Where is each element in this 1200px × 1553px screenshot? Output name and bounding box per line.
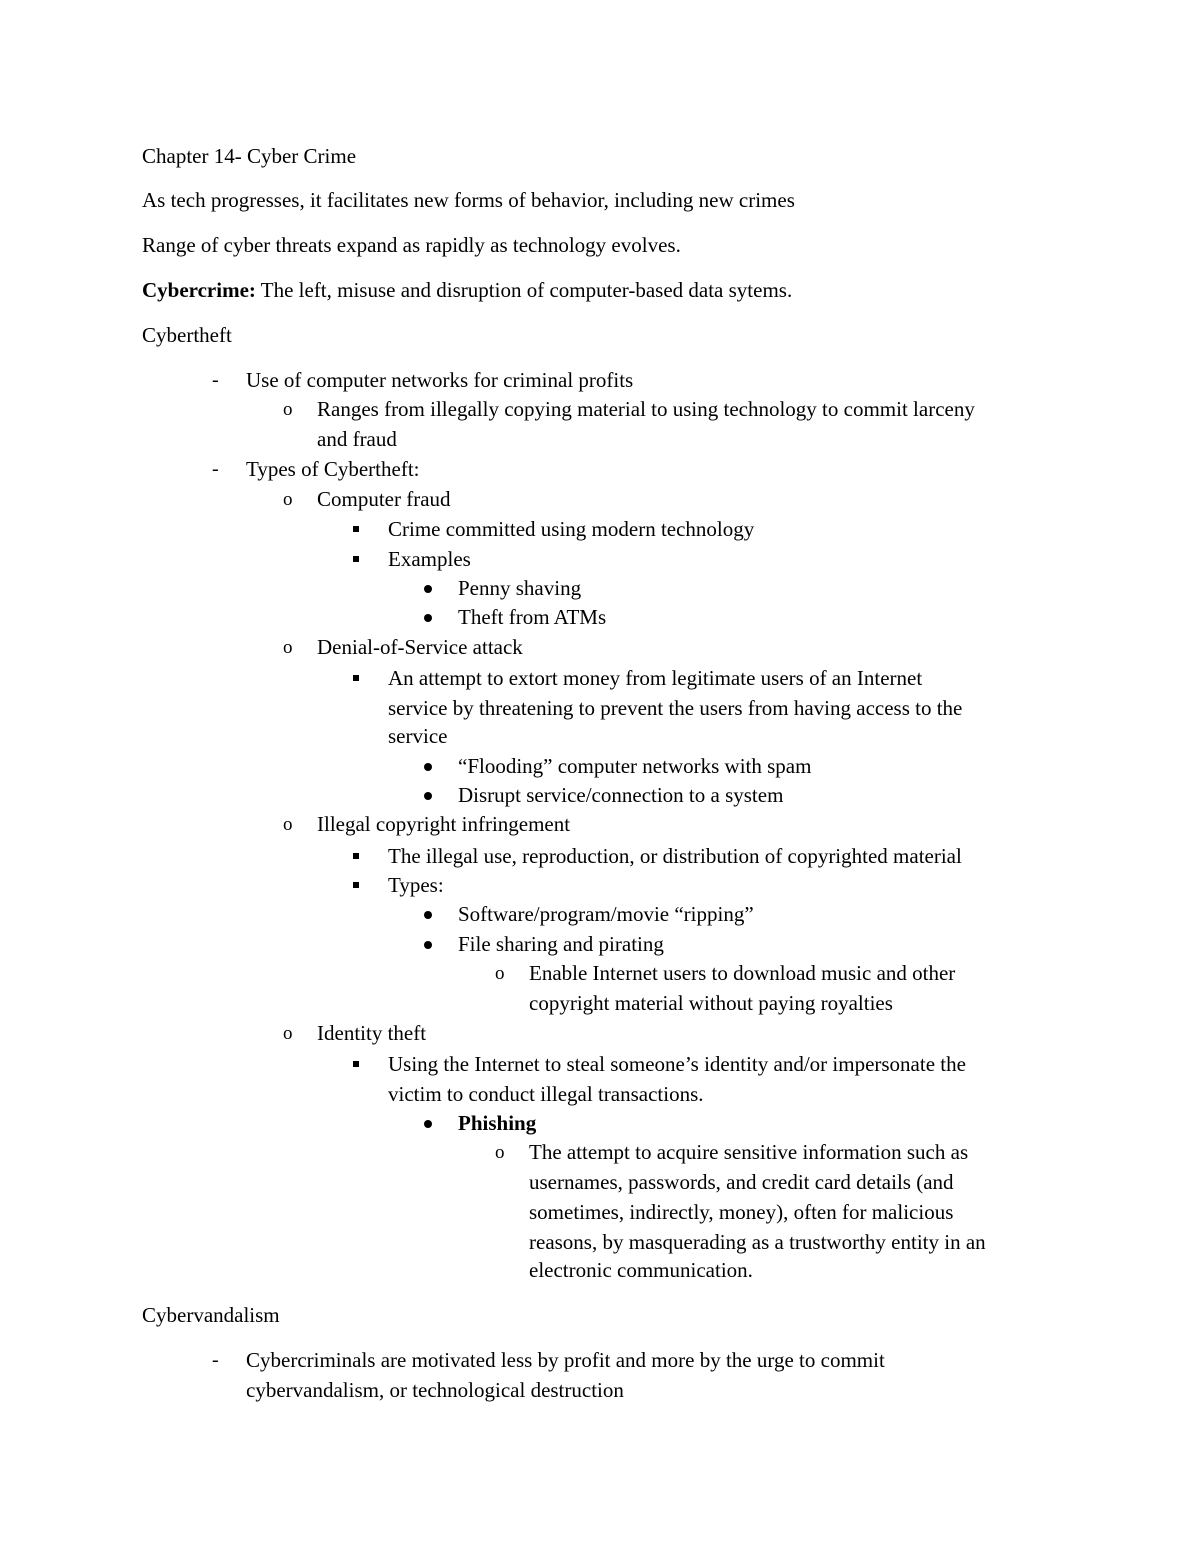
circle-bullet-icon: o [283, 399, 293, 420]
square-bullet-icon [353, 1061, 359, 1067]
round-bullet-icon [424, 1120, 432, 1128]
circle-bullet-icon: o [283, 1023, 293, 1044]
list-item-continuation: service [388, 724, 448, 748]
round-bullet-icon [424, 763, 432, 771]
definition-paragraph [142, 276, 792, 305]
list-item: Denial-of-Service attack [317, 635, 523, 659]
list-item: Using the Internet to steal someone’s identity and/or impersonate the [388, 1052, 966, 1076]
list-item-continuation: victim to conduct illegal transactions. [388, 1082, 704, 1106]
square-bullet-icon [353, 556, 359, 562]
list-item: Crime committed using modern technology [388, 517, 755, 541]
list-item: Enable Internet users to download music and other [529, 961, 956, 985]
list-item: Theft from ATMs [458, 605, 607, 629]
list-item-continuation: usernames, passwords, and credit card details (and [529, 1170, 954, 1194]
list-item: “Flooding” computer networks with spam [458, 754, 812, 778]
dash-bullet-icon: - [212, 369, 219, 391]
round-bullet-icon [424, 941, 432, 949]
list-item: The illegal use, reproduction, or distribution of copyrighted material [388, 844, 962, 868]
list-item: The attempt to acquire sensitive information such as [529, 1140, 969, 1164]
square-bullet-icon [353, 853, 359, 859]
round-bullet-icon [424, 792, 432, 800]
round-bullet-icon [424, 911, 432, 919]
list-item: Software/program/movie “ripping” [458, 902, 754, 926]
list-item-continuation: cybervandalism, or technological destruction [246, 1378, 624, 1402]
circle-bullet-icon: o [283, 489, 293, 510]
round-bullet-icon [424, 585, 432, 593]
section-heading: Cybertheft [142, 323, 232, 347]
list-item-continuation: and fraud [317, 427, 397, 451]
square-bullet-icon [353, 882, 359, 888]
intro-paragraph: Range of cyber threats expand as rapidly as technology evolves. [142, 233, 681, 257]
circle-bullet-icon: o [283, 814, 293, 835]
round-bullet-icon [424, 614, 432, 622]
list-item-continuation: sometimes, indirectly, money), often for malicious [529, 1200, 954, 1224]
list-item-continuation: reasons, by masquerading as a trustworthy entity in an [529, 1230, 986, 1254]
list-item: Identity theft [317, 1021, 427, 1045]
circle-bullet-icon: o [495, 963, 505, 984]
definition-text: The left, misuse and disruption of computer-based data sytems. [255, 278, 793, 302]
list-item-continuation: copyright material without paying royalties [529, 991, 893, 1015]
dash-bullet-icon: - [212, 458, 219, 480]
square-bullet-icon [353, 675, 359, 681]
list-item: Computer fraud [317, 487, 451, 511]
definition-term: Cybercrime: [142, 278, 256, 302]
list-item: Use of computer networks for criminal profits [246, 368, 634, 392]
dash-bullet-icon: - [212, 1349, 219, 1371]
page-title: Chapter 14- Cyber Crime [142, 144, 357, 168]
list-item: An attempt to extort money from legitimate users of an Internet [388, 666, 923, 690]
list-item-continuation: service by threatening to prevent the users from having access to the [388, 696, 963, 720]
list-item: File sharing and pirating [458, 932, 664, 956]
list-item: Cybercriminals are motivated less by profit and more by the urge to commit [246, 1348, 885, 1372]
list-item: Penny shaving [458, 576, 582, 600]
list-item: Types of Cybertheft: [246, 457, 420, 481]
circle-bullet-icon: o [495, 1142, 505, 1163]
intro-paragraph: As tech progresses, it facilitates new forms of behavior, including new crimes [142, 188, 795, 212]
list-item: Ranges from illegally copying material to using technology to commit larceny [317, 397, 975, 421]
list-item: Examples [388, 547, 471, 571]
list-item: Illegal copyright infringement [317, 812, 571, 836]
list-item: Types: [388, 873, 444, 897]
section-heading: Cybervandalism [142, 1303, 280, 1327]
square-bullet-icon [353, 526, 359, 532]
list-item-bold: Phishing [458, 1111, 537, 1135]
list-item-continuation: electronic communication. [529, 1258, 753, 1282]
circle-bullet-icon: o [283, 637, 293, 658]
list-item: Disrupt service/connection to a system [458, 783, 784, 807]
